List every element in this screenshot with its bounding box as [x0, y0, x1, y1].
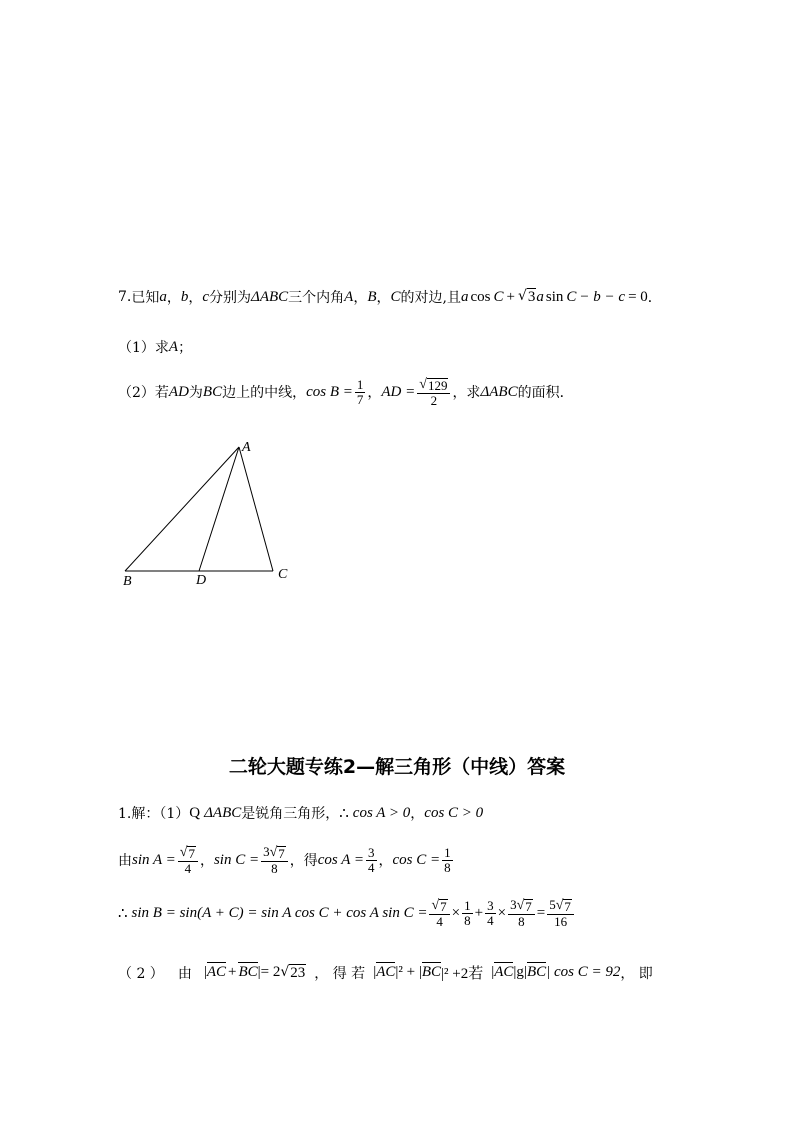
var-a: a — [159, 288, 167, 305]
fraction — [485, 899, 496, 927]
equals: |= 2 — [257, 964, 281, 980]
sqrt-3 — [518, 288, 536, 306]
plus: + — [474, 904, 484, 921]
denominator: 8 — [271, 860, 278, 876]
cosc-lhs: cos C = — [392, 851, 441, 868]
segment-bc: BC — [202, 383, 223, 400]
fraction — [508, 898, 535, 928]
side-ac — [239, 447, 273, 571]
eq-a: a — [460, 288, 469, 305]
answer-label: 1.解：（1） — [118, 806, 190, 822]
sina-lhs: sin A = — [132, 851, 176, 868]
fraction — [429, 898, 449, 928]
times: × — [497, 904, 507, 921]
vector-ac: AC — [206, 964, 226, 980]
cosc-92: | cos C = 92 — [546, 964, 621, 980]
answer-title: 二轮大题专练2—解三角形（中线）答案 — [228, 756, 566, 778]
var-b: b — [180, 288, 189, 305]
radical-icon: √ — [516, 898, 525, 913]
numerator: 1 — [464, 898, 471, 914]
squared-plus-2: |² +2若 — [441, 966, 484, 982]
sinb-expansion: sin B = sin(A + C) = sin A cos C + cos A sin C = — [131, 904, 428, 921]
radical-icon: √ — [555, 898, 564, 913]
triangle-figure — [110, 435, 310, 595]
statement-text: 三个内角 — [288, 290, 345, 306]
answer-text: 是锐角三角形， — [241, 806, 340, 822]
statement-text: 已知 — [131, 290, 160, 306]
eq-minus-b-c: − b − c — [579, 288, 626, 305]
cosb-lhs: cos B = — [306, 383, 353, 400]
answer-text: ， 得 若 — [314, 965, 366, 982]
times: × — [451, 904, 461, 921]
denominator: 8 — [464, 912, 471, 928]
vector-bc: BC — [526, 964, 547, 980]
label-d: D — [196, 573, 207, 588]
cosa-positive: cos A > 0 — [352, 804, 411, 821]
cosb-fraction — [355, 378, 366, 406]
eq-zero: = 0 — [628, 288, 648, 305]
comma: ， — [367, 385, 382, 402]
numerator: 3 — [487, 898, 494, 914]
comma: ， — [199, 853, 214, 870]
label-b: B — [123, 574, 132, 589]
answer-label: （ 2 ） — [118, 965, 164, 982]
comma: ， — [410, 806, 425, 822]
radical-icon: √ — [419, 377, 427, 392]
triangle-abc: ΔABC — [480, 383, 518, 400]
eq-cos: cos — [470, 288, 491, 305]
sinc-lhs: sin C = — [213, 851, 260, 868]
comma: ， — [378, 853, 393, 870]
denominator: 4 — [436, 913, 443, 929]
therefore-symbol: ∴ — [118, 905, 128, 922]
segment-ad: AD — [168, 383, 189, 400]
denominator: 16 — [554, 913, 568, 929]
squared-plus: |² + | — [395, 964, 422, 980]
answer-text: ，得 — [289, 853, 318, 870]
triangle-abc: ΔABC — [251, 288, 289, 305]
problem-number: 7. — [118, 289, 132, 305]
answer-text: ， 即 — [620, 965, 653, 982]
radical-icon: √ — [280, 963, 290, 980]
numerator — [261, 845, 288, 862]
median-ad — [199, 447, 239, 571]
angle-c: C — [390, 288, 401, 305]
eq-plus: + — [506, 288, 515, 305]
coefficient: 3 — [263, 844, 270, 859]
sinb-result-fraction — [547, 898, 574, 928]
part1 — [118, 337, 192, 357]
radicand: 7 — [564, 899, 571, 914]
vector-bc: BC — [421, 964, 442, 980]
radicand: 7 — [440, 899, 447, 914]
answer-line-3 — [118, 898, 576, 928]
therefore-symbol: ∴ — [339, 805, 349, 822]
radicand: 129 — [427, 378, 448, 393]
denominator: 8 — [518, 913, 525, 929]
part1-var: A — [168, 338, 179, 355]
numerator: 1 — [444, 845, 451, 861]
var-c: c — [202, 288, 210, 305]
eq-c: C — [566, 288, 577, 305]
denominator: 2 — [430, 392, 438, 408]
cosa-lhs: cos A = — [317, 851, 365, 868]
part2-text: 边上的中线， — [222, 385, 307, 402]
equals: = — [536, 904, 546, 921]
answer-line-2 — [118, 845, 455, 875]
eq-a: a — [536, 288, 544, 305]
radical-icon: √ — [179, 845, 188, 860]
sqrt-23 — [280, 964, 306, 982]
label-a: A — [242, 440, 251, 455]
statement-text: 分别为 — [209, 290, 252, 306]
comma: ， — [353, 290, 368, 306]
part1-end: ； — [178, 340, 193, 356]
fraction — [462, 899, 473, 927]
angle-b: B — [367, 288, 377, 305]
sinc-fraction — [261, 845, 288, 875]
answer-text: 由 — [177, 965, 192, 982]
denominator: 7 — [356, 391, 364, 407]
numerator: 1 — [356, 377, 364, 393]
part2-text: 为 — [188, 385, 203, 402]
denominator: 4 — [487, 912, 494, 928]
abs-bar: | — [491, 964, 495, 980]
radicand: 7 — [525, 899, 532, 914]
answer-line-4 — [118, 962, 653, 983]
cosa-fraction — [366, 846, 377, 874]
vector-ac: AC — [376, 964, 396, 980]
numerator — [429, 898, 449, 915]
numerator — [178, 845, 198, 862]
label-c: C — [278, 567, 288, 582]
since-symbol: Q — [189, 804, 201, 821]
answer-line-1 — [118, 803, 483, 823]
vector-ac: AC — [494, 964, 514, 980]
dot-product: |g| — [513, 964, 527, 980]
triangle-abc: ΔABC — [204, 804, 242, 821]
radicand: 7 — [278, 846, 285, 861]
vector-bc: BC — [238, 964, 258, 980]
cosc-positive: cos C > 0 — [424, 804, 484, 821]
numerator — [547, 898, 574, 915]
side-ba — [125, 447, 239, 571]
comma: ， — [376, 290, 391, 306]
part2-text: 的面积． — [517, 385, 574, 402]
cosc-fraction — [442, 846, 453, 874]
denominator: 4 — [368, 859, 375, 875]
comma: ， — [188, 290, 203, 306]
angle-a: A — [344, 288, 354, 305]
comma: ， — [166, 290, 181, 306]
eq-c: C — [493, 288, 504, 305]
part2-label: （2）若 — [118, 385, 169, 402]
answer-text: 由 — [118, 853, 132, 870]
radical-icon: √ — [269, 845, 278, 860]
radicand: 3 — [527, 289, 536, 305]
numerator — [417, 377, 450, 394]
abs-bar: | — [203, 964, 207, 980]
denominator: 8 — [444, 859, 451, 875]
eq-sin: sin — [545, 288, 564, 305]
part1-label: （1）求 — [118, 340, 169, 356]
coefficient: 3 — [510, 897, 517, 912]
radicand: 23 — [290, 964, 306, 981]
radical-icon: √ — [431, 898, 440, 913]
part2 — [118, 377, 574, 407]
part2-text: ，求 — [452, 385, 481, 402]
abs-bar: | — [373, 964, 377, 980]
period: ． — [647, 290, 662, 306]
radical-icon: √ — [517, 288, 527, 304]
problem7-statement — [118, 287, 662, 307]
numerator: 3 — [368, 845, 375, 861]
sina-fraction — [178, 845, 198, 875]
numerator — [508, 898, 535, 915]
ad-fraction — [417, 377, 450, 407]
plus: + — [228, 964, 237, 980]
radicand: 7 — [188, 846, 195, 861]
coefficient: 5 — [549, 897, 556, 912]
statement-text: 的对边,且 — [400, 290, 461, 306]
ad-lhs: AD = — [381, 383, 416, 400]
denominator: 4 — [184, 860, 192, 876]
